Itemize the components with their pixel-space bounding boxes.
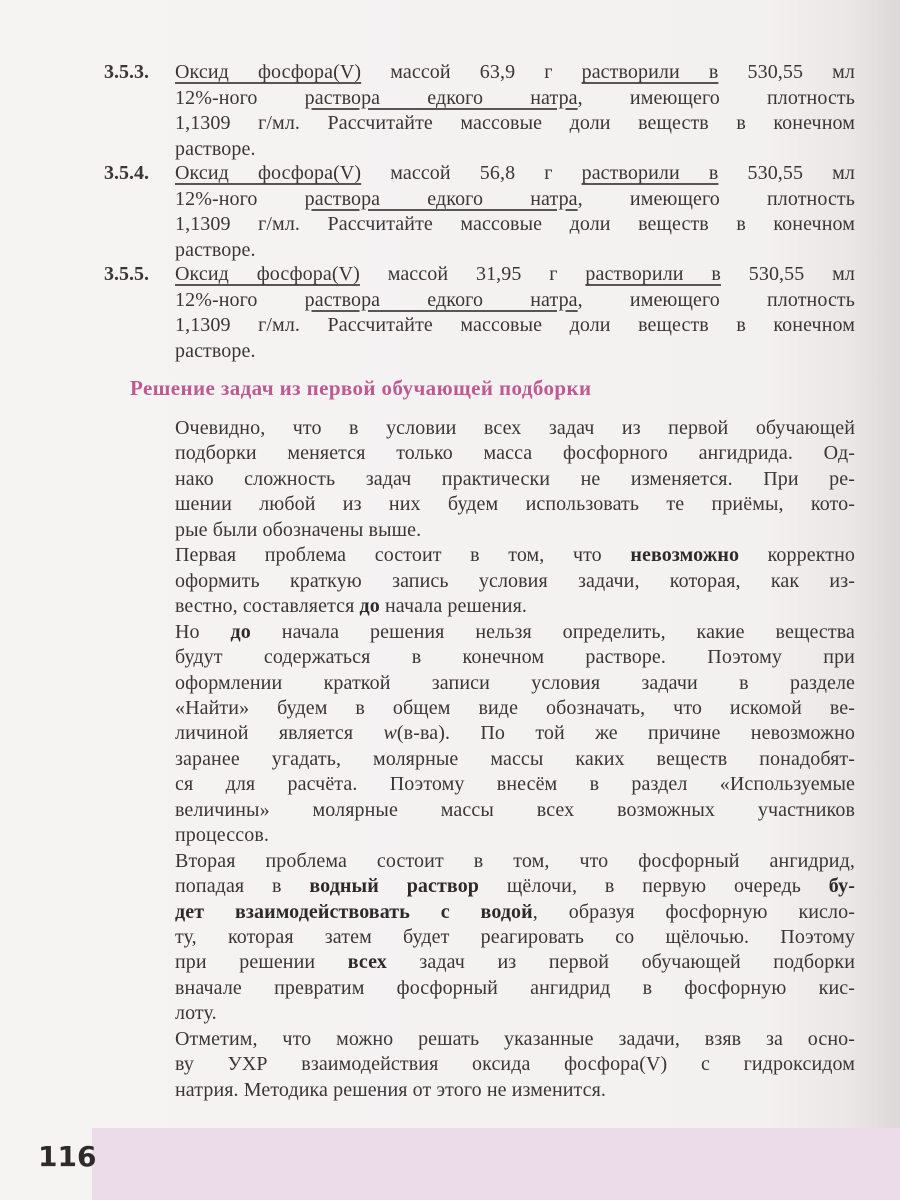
paragraph-line [175,440,855,466]
text-segment: корректно [739,544,855,567]
paragraph-line [175,1077,855,1103]
text-segment: будут содержаться в конечном растворе. Поэтому при [175,646,855,669]
bold-text: невозможно [630,544,740,567]
paragraph-line [175,975,855,1001]
paragraph-line [175,670,855,696]
text-segment: натрия. Методика решения от этого не изменится. [175,1078,607,1101]
problem-number: 3.5.4. [104,162,149,184]
paragraph-line [175,924,855,950]
text-segment: ту, которая затем будет реагировать со щёлочью. Поэтому [175,926,855,948]
problem-line [175,186,855,212]
text-segment: рые были обозначены выше. [175,518,422,541]
text-segment: начала решения нельзя определить, какие вещества [250,620,855,643]
problem-line [175,136,855,162]
text-segment: растворе. [175,339,256,362]
text-segment: 530,55 мл [718,162,855,184]
text-segment: начала решения. [379,595,527,618]
paragraph-line [175,899,855,925]
text-segment: растворе. [175,137,256,160]
text-segment: шении любой из них будем использовать те приёмы, кото- [175,493,855,516]
paragraph-line [175,619,855,645]
paragraph-line [175,797,855,823]
paragraph-line [175,1000,855,1026]
underlined-text: раствора едкого натра [304,187,578,210]
text-segment: подборки меняется только масса фосфорного ангидрида. Од- [175,442,855,465]
text-segment: ся для расчёта. Поэтому внесём в раздел «Используемые [175,773,855,796]
problem-line [175,211,855,237]
problem-number: 3.5.5. [104,263,149,285]
text-segment: 1,1309 г/мл. Рассчитайте массовые доли веществ в конечном [175,213,855,236]
problem-line [175,85,855,111]
text-segment: вестно, составляется [175,595,360,618]
text-segment: заранее угадать, молярные массы каких веществ понадобят- [175,747,855,770]
text-segment: массой 56,8 г [361,162,582,184]
bold-text: водный раствор [309,875,480,898]
text-segment: 530,55 мл [718,61,855,83]
bold-text: дет взаимодействовать с водой [175,900,533,923]
underlined-text: Оксид фосфора(V) [175,162,362,184]
text-segment: массой 31,95 г [359,263,586,285]
problem-line [175,338,855,364]
problem-line [175,312,855,338]
text-segment: массой 63,9 г [361,61,582,83]
paragraph-line [175,542,855,568]
text-segment: личиной является [175,722,384,745]
underlined-text: раствора едкого натра [304,86,578,109]
problem-line [175,237,855,263]
text-segment: лоту. [175,1002,217,1025]
underlined-text: растворили в [581,61,719,83]
paragraph-line [175,822,855,848]
text-segment: , имеющего плотность [577,86,855,109]
text-segment: при решении [175,951,348,974]
problem-line [175,110,855,136]
text-segment: «Найти» будем в общем виде обозначать, что искомой ве- [175,696,855,719]
text-segment: величины» молярные массы всех возможных участников [175,798,855,821]
problem-line [175,287,855,313]
text-segment: процессов. [175,824,269,847]
problem-number: 3.5.3. [104,61,149,83]
problem-line [175,261,855,287]
text-segment: 1,1309 г/мл. Рассчитайте массовые доли веществ в конечном [175,314,855,337]
footer-band [92,1128,900,1200]
paragraph-line [175,644,855,670]
italic-text: w [383,722,397,745]
paragraph-line [175,1051,855,1077]
paragraph-line [175,568,855,594]
text-segment: вначале превратим фосфорный ангидрид в фосфорную кис- [175,976,855,999]
text-segment: Отметим, что можно решать указанные задачи, взяв за осно- [175,1027,855,1050]
paragraph-line [175,720,855,746]
text-segment: , образуя фосфорную кисло- [532,900,855,923]
paragraph-line [175,415,855,441]
text-segment: 12%-ного [175,187,305,210]
problem-line [175,59,855,85]
text-segment: 1,1309 г/мл. Рассчитайте массовые доли веществ в конечном [175,112,855,135]
paragraph-line [175,746,855,772]
text-segment: (в-ва). По той же причине невозможно [396,722,855,745]
paragraph-line [175,873,855,899]
bold-text: всех [347,951,387,974]
paragraph-line [175,466,855,492]
bold-text: бу- [828,875,855,898]
section-heading: Решение задач из первой обучающей подборки [130,376,592,400]
text-segment: ву УХР взаимодействия оксида фосфора(V) с гидроксидом [175,1053,855,1076]
bold-text: до [359,595,380,618]
underlined-text: растворили в [581,162,719,184]
text-segment: оформлении краткой записи условия задачи в разделе [175,671,855,694]
text-segment: Первая проблема состоит в том, что [175,544,631,567]
text-segment: задач из первой обучающей подборки [386,951,855,974]
text-segment: попадая в [175,875,310,898]
paragraph-line [175,848,855,874]
text-segment: 12%-ного [175,288,305,311]
page-number: 116 [38,1140,97,1173]
underlined-text: Оксид фосфора(V) [175,263,360,285]
text-segment: , имеющего плотность [577,288,855,311]
text-segment: Но [175,620,231,643]
bold-text: до [230,620,251,643]
text-segment: 12%-ного [175,86,305,109]
paragraph-line [175,517,855,543]
paragraph-line [175,593,855,619]
paragraph-line [175,949,855,975]
paragraph-line [175,1026,855,1052]
text-segment: Очевидно, что в условии всех задач из первой обучающей [175,417,855,439]
text-segment: оформить краткую запись условия задачи, которая, как из- [175,569,855,592]
paragraph-line [175,695,855,721]
text-segment: нако сложность задач практически не изменяется. При ре- [175,467,855,490]
text-segment: растворе. [175,238,256,261]
underlined-text: растворили в [585,263,721,285]
paragraph-line [175,771,855,797]
text-segment: Вторая проблема состоит в том, что фосфорный ангидрид, [175,849,855,872]
text-segment: щёлочи, в первую очередь [479,875,829,898]
text-segment: 530,55 мл [720,263,855,285]
underlined-text: раствора едкого натра [304,288,578,311]
paragraph-line [175,491,855,517]
problem-line [175,160,855,186]
text-segment: , имеющего плотность [577,187,855,210]
underlined-text: Оксид фосфора(V) [175,61,362,83]
